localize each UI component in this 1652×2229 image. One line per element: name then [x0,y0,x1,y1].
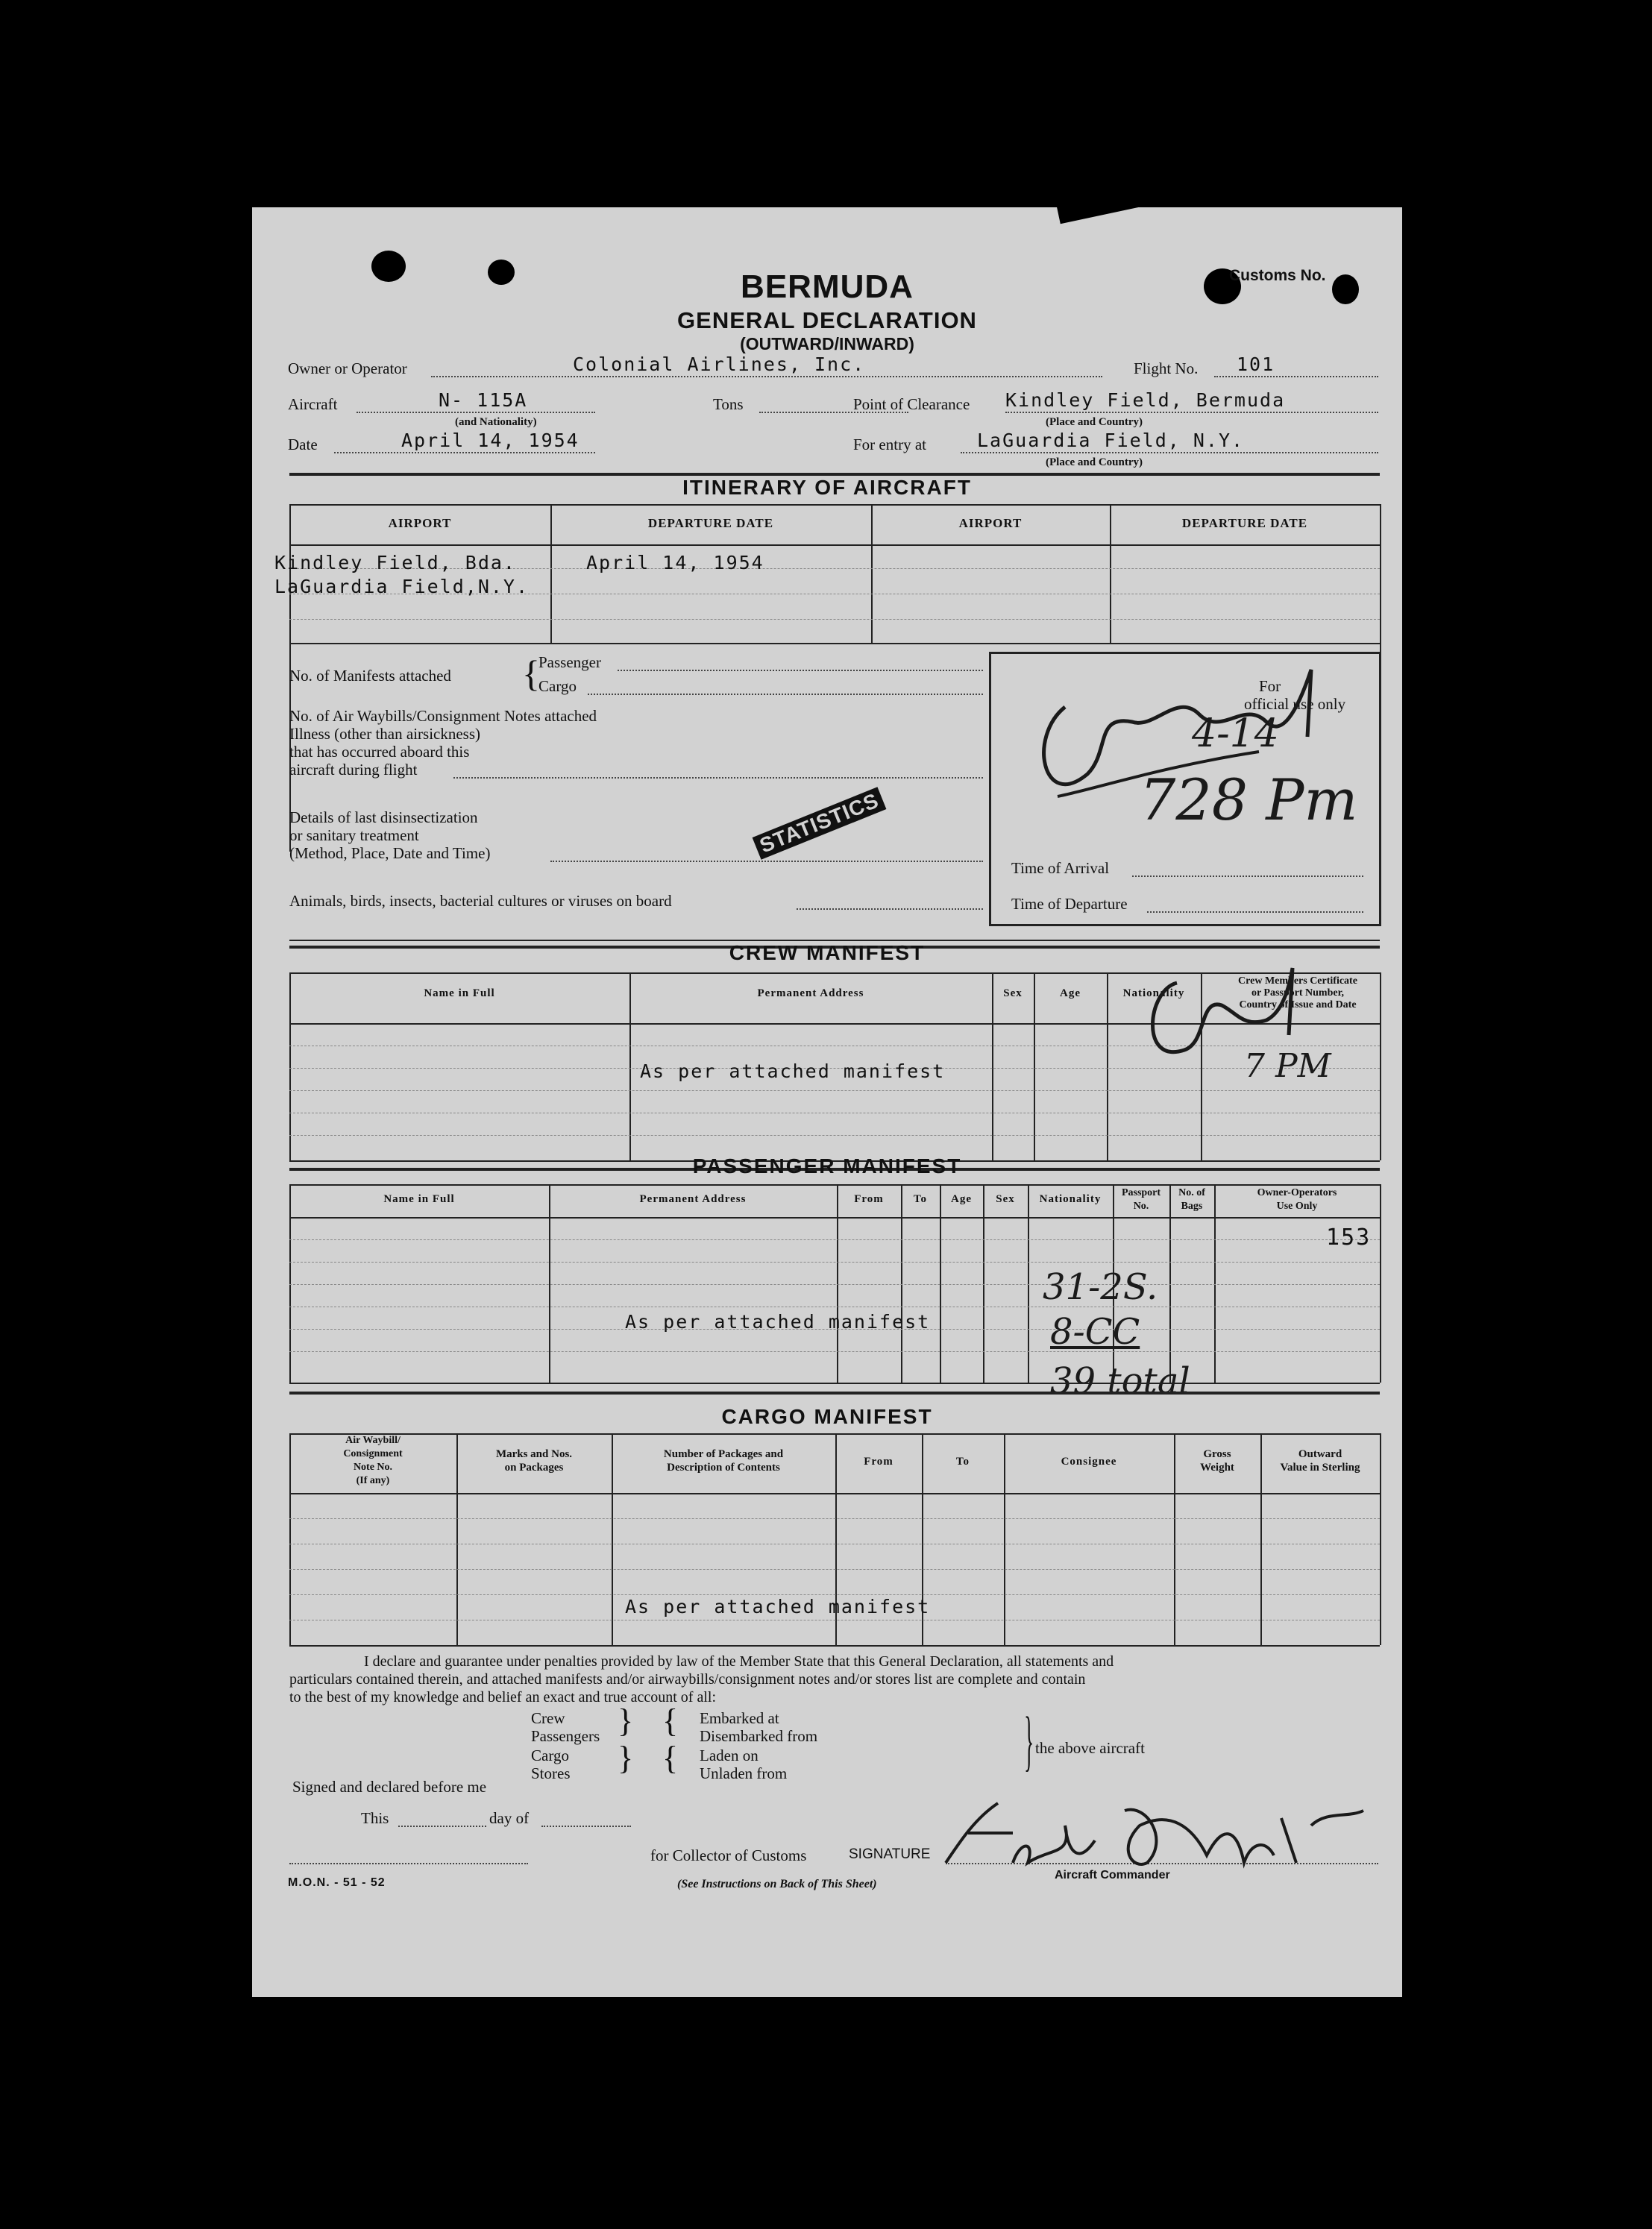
pax-col-nationality: Nationality [1039,1193,1102,1205]
pax-col-address: Permanent Address [639,1193,747,1205]
aircraft-value: N- 115A [439,389,528,411]
illness-line1: Illness (other than airsickness) [289,725,481,743]
instructions-note: (See Instructions on Back of This Sheet) [677,1878,877,1890]
animals-label: Animals, birds, insects, bacterial cultures or viruses on board [289,892,672,910]
decl-laden: Laden on [700,1747,759,1764]
cargo-col-packages-1: Number of Packages and [663,1448,784,1460]
statistics-stamp: STATISTICS [753,787,887,860]
passenger-title: PASSENGER MANIFEST [692,1154,962,1178]
cargo-col-consignee: Consignee [1061,1456,1117,1468]
aircraft-label: Aircraft [288,395,338,413]
tons-label: Tons [713,395,744,413]
cargo-col-gross-1: Gross [1203,1448,1231,1460]
clearance-label: Point of Clearance [853,395,970,413]
signature-label: SIGNATURE [849,1846,931,1862]
owner-label: Owner or Operator [288,359,407,377]
decl-cargo: Cargo [531,1747,569,1764]
decl-stores: Stores [531,1764,571,1782]
declaration-line2: particulars contained therein, and attached manifests and/or airwaybills/consignment notes and/or stores list are complete and contain [289,1671,1086,1688]
this-label: This [361,1809,389,1827]
entry-label: For entry at [853,436,926,453]
illness-line3: aircraft during flight [289,761,418,779]
departure-label: Time of Departure [1011,895,1128,913]
itin-row1-date: April 14, 1954 [586,552,764,573]
cargo-col-waybill-2: Consignment [343,1448,403,1459]
arrival-label: Time of Arrival [1011,859,1110,877]
pax-handwritten-3: 39 total [1050,1360,1190,1402]
collector-label: for Collector of Customs [650,1846,807,1864]
crew-title: CREW MANIFEST [729,941,926,964]
flight-label: Flight No. [1134,359,1199,377]
cargo-count-label: Cargo [538,677,577,695]
waybills-label: No. of Air Waybills/Consignment Notes attached [289,707,597,725]
form-code: M.O.N. - 51 - 52 [288,1876,386,1889]
decl-passengers: Passengers [531,1727,600,1745]
disinsect-line1: Details of last disinsectization [289,808,478,826]
pax-owner-value: 153 [1326,1224,1372,1251]
cargo-col-outward-2: Value in Sterling [1280,1462,1360,1474]
crew-col-cert-1: Crew Members Certificate [1238,975,1357,987]
declaration-line1: I declare and guarantee under penalties provided by law of the Member State that this General Declaration, all statements and [364,1653,1114,1670]
date-value: April 14, 1954 [401,430,580,451]
official-date-handwritten: 4-14 [1192,711,1279,756]
cargo-col-waybill-4: (If any) [356,1475,390,1486]
cargo-note: As per attached manifest [625,1596,931,1617]
cargo-col-waybill-3: Note No. [353,1462,393,1473]
itin-col-date-2: DEPARTURE DATE [1181,516,1308,530]
form-direction: (OUTWARD/INWARD) [740,334,914,353]
itin-col-airport: AIRPORT [388,516,452,530]
aircraft-sub: (and Nationality) [455,416,537,428]
owner-value: Colonial Airlines, Inc. [573,353,866,375]
illness-line2: that has occurred aboard this [289,743,470,761]
date-label: Date [288,436,318,453]
cargo-col-waybill-1: Air Waybill/ [345,1435,401,1446]
cargo-col-marks-2: on Packages [504,1462,564,1474]
entry-value: LaGuardia Field, N.Y. [977,430,1245,451]
decl-disembarked: Disembarked from [700,1727,818,1745]
itin-row1-airport: Kindley Field, Bda. [274,552,516,573]
cargo-col-to: To [955,1456,970,1468]
pax-col-age: Age [951,1193,972,1205]
crew-col-cert-2: or Passport Number, [1251,987,1345,999]
crew-col-sex: Sex [1003,987,1023,999]
passenger-count-label: Passenger [538,653,601,671]
cargo-col-from: From [864,1456,893,1468]
pax-col-bags-2: Bags [1181,1201,1203,1212]
pax-handwritten-1: 31-2S. [1043,1266,1158,1308]
pax-col-passport-1: Passport [1121,1187,1161,1198]
crew-col-cert-3: Country of Issue and Date [1239,999,1357,1010]
cargo-col-marks-1: Marks and Nos. [495,1448,573,1460]
official-for: For [1259,677,1281,695]
declaration-line3: to the best of my knowledge and belief an exact and true account of all: [289,1689,717,1705]
crew-col-address: Permanent Address [757,987,864,999]
day-of-label: day of [489,1809,530,1827]
itin-col-date: DEPARTURE DATE [647,516,774,530]
crew-note: As per attached manifest [640,1060,946,1082]
pax-handwritten-2: 8-CC [1050,1311,1140,1353]
pax-col-owner-1: Owner-Operators [1257,1187,1337,1198]
form-subtitle: GENERAL DECLARATION [677,307,977,333]
itinerary-title: ITINERARY OF AIRCRAFT [682,476,972,499]
pax-col-name: Name in Full [383,1193,455,1205]
flight-value: 101 [1237,353,1275,375]
clearance-value: Kindley Field, Bermuda [1005,389,1286,411]
pax-col-bags-1: No. of [1178,1187,1205,1198]
paper-tear [1057,188,1148,224]
decl-above-aircraft: the above aircraft [1035,1739,1145,1757]
pax-col-sex: Sex [996,1193,1015,1205]
clearance-sub: (Place and Country) [1046,416,1143,428]
itin-row2-airport: LaGuardia Field,N.Y. [274,576,530,597]
pax-col-from: From [854,1193,884,1205]
cargo-col-outward-1: Outward [1298,1448,1342,1460]
pax-col-to: To [913,1193,928,1205]
declaration-form: Customs No. BERMUDA GENERAL DECLARATION (OUTWARD/INWARD) Owner or Operator Colonial Airlines, Inc. Flight No. 101 Aircraft N- 115A (and Nationality) Tons Point of Clearance Kindley Field, Bermuda (Place and Country) Date April 14, 1954 For entry at LaGuardia Field, N.Y. (Place and Country) ITINERARY OF AIRCRAFT AIRPORT DEPARTURE DATE AIRPORT DEPARTURE DATE Kindley Field, Bda. April 14, 1954 LaGuardia Field,N.Y. No. of Manifests attached { Passenger Cargo No. of Air Waybills/Consignment Notes attached Illness (other than airsickness) that has occurred aboard this aircraft during flight Details of last disinsectization or sanitary treatment (Method, Place, Date and Time) STATISTICS Animals, birds, insects, bacterial cultures or viruses on board For official use only Time of Arrival Time of Departure 4-14 728 Pm CREW MANIFEST Name in Full Permanent Address Sex Age Nationality Crew Members Certificate or Passport Number, Country of Issue and Date As per attached manifest 7 PM PASSENGER MANIFEST Name in Full Permanent Address From To Age Sex Nationality Passport No. No. of Bags Owner-Operators Use Only 153 As per attached manifest 31-2S. 8-CC 39 total CARGO MANIFEST Air Waybill/ Consignment Note No. (If any) Marks and Nos. on Packages Number of Packages and Description of Contents From To Consignee Gross Weight Outward Value in Sterling As per attached manifest I declare and guarantee under penalties provided by law of the Member State that this General Declaration, all statements and particulars contained therein, and attached manifests and/or airwaybills/consignment notes and/or stores list are complete and contain to the best of my knowledge and belief an exact and true account of all: Crew Passengers Cargo Stores } } { { Embarked at Disembarked from Laden on Unladen from } the above aircraft Signed and declared before me This day of for Collector of Customs SIGNATURE Aircraft Commander M.O.N. - 51 - 52 (See Instructions on Back of This Sheet) [252,207,1402,1997]
decl-embarked: Embarked at [700,1709,779,1727]
decl-crew: Crew [531,1709,565,1727]
crew-time-handwritten: 7 PM [1244,1047,1331,1085]
crew-col-age: Age [1060,987,1081,999]
official-use-label: official use only [1244,695,1346,713]
commander-signature [923,1796,1371,1878]
decl-unladen: Unladen from [700,1764,788,1782]
crew-col-nationality: Nationality [1122,987,1185,999]
pax-col-owner-2: Use Only [1276,1201,1318,1212]
pax-col-passport-2: No. [1133,1201,1149,1212]
entry-sub: (Place and Country) [1046,456,1143,468]
manifests-label: No. of Manifests attached [289,667,451,685]
pax-note: As per attached manifest [625,1311,931,1333]
commander-label: Aircraft Commander [1055,1869,1170,1881]
cargo-col-gross-2: Weight [1200,1462,1234,1474]
form-title: BERMUDA [741,268,914,305]
itin-col-airport-2: AIRPORT [958,516,1023,530]
cargo-title: CARGO MANIFEST [721,1405,933,1428]
disinsect-line2: or sanitary treatment [289,826,419,844]
customs-number-label: Customs No. [1229,267,1326,284]
official-time-handwritten: 728 Pm [1140,767,1358,833]
disinsect-line3: (Method, Place, Date and Time) [289,844,491,862]
signed-before-label: Signed and declared before me [292,1778,487,1796]
crew-col-name: Name in Full [424,987,495,999]
cargo-col-packages-2: Description of Contents [667,1462,780,1474]
